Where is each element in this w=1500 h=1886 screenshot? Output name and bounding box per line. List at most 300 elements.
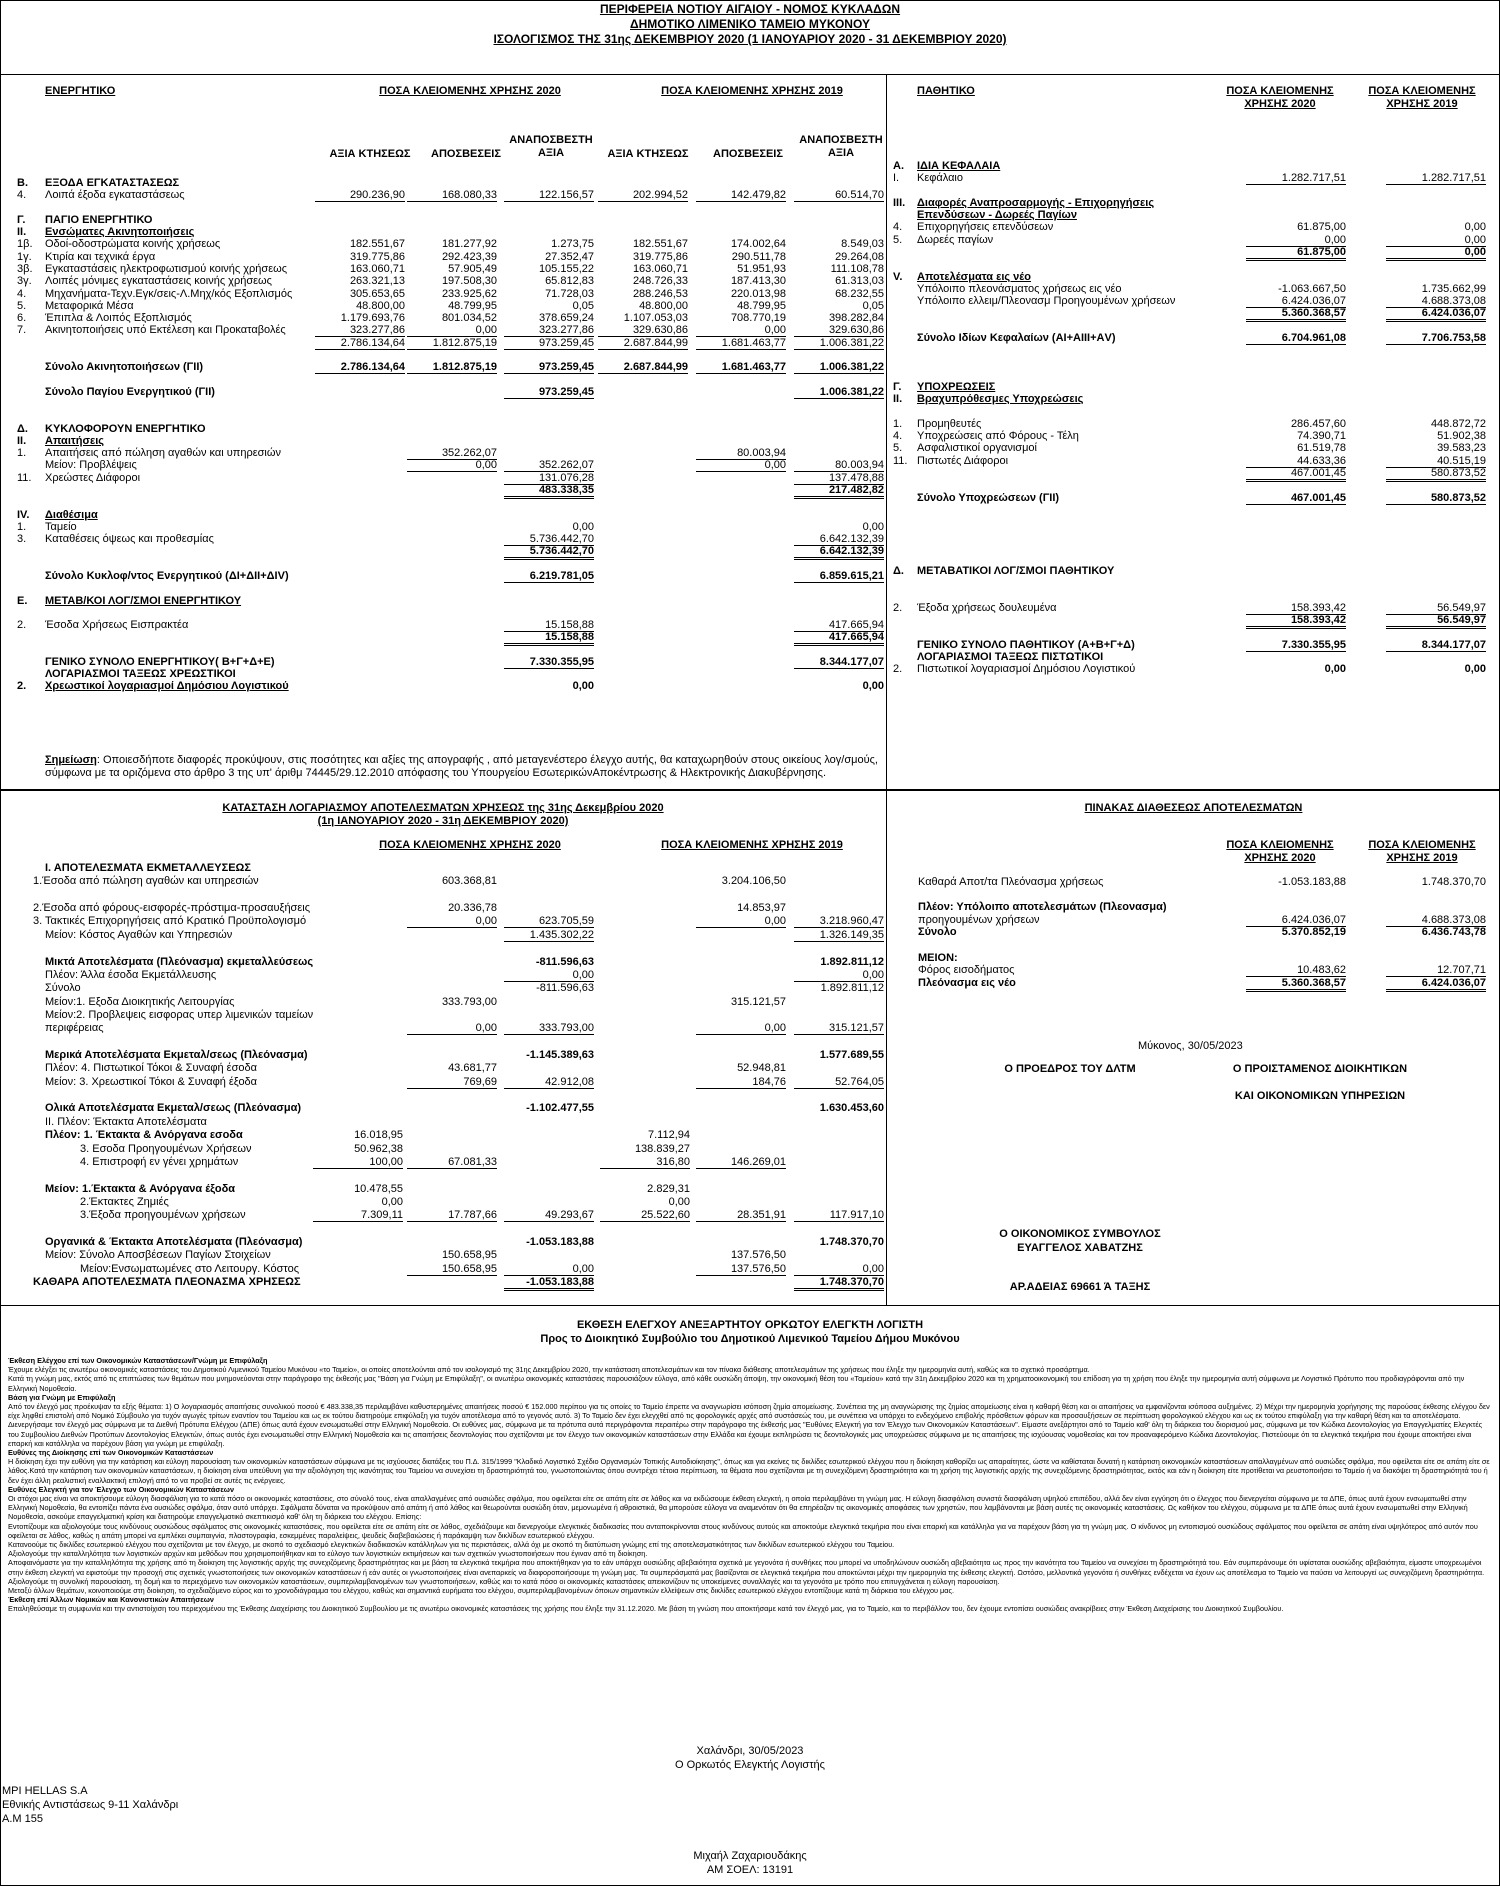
asset-value: 801.034,52 [441, 312, 497, 324]
asset-value: 973.259,45 [504, 386, 594, 399]
asset-row-number: 6. [17, 312, 27, 324]
distribution-value: 6.424.036,07 [1386, 977, 1486, 992]
results-value: 333.793,00 [504, 1022, 594, 1035]
asset-value: 305.653,65 [349, 288, 405, 300]
distribution-row-label: Πλέον: Υπόλοιπο αποτελεσμάτων (Πλεονασμα) [918, 901, 1167, 913]
asset-row-label: Κτιρία και τεχνικά έργα [45, 251, 156, 263]
asset-row-number: IV. [17, 509, 30, 521]
asset-value: 329.630,86 [794, 324, 884, 337]
audit-section-heading: Βάση για Γνώμη με Επιφύλαξη [8, 1392, 116, 1402]
audit-firm-name: MPI HELLAS S.A [2, 1785, 88, 1797]
results-row-label: ΚΑΘΑΡΑ ΑΠΟΤΕΛΕΣΜΑΤΑ ΠΛΕΟΝΑΣΜΑ ΧΡΗΣΕΩΣ [33, 1276, 301, 1288]
results-year-2020: ΠΟΣΑ ΚΛΕΙΟΜΕΝΗΣ ΧΡΗΣΗΣ 2020 [379, 839, 561, 851]
asset-value: 378.659,24 [538, 312, 594, 324]
asset-row-label: Μηχανήματα-Τεχν.Εγκ/σεις-Λ.Μηχ/κός Εξοπλισμός [45, 288, 293, 300]
results-value: 10.478,55 [354, 1183, 403, 1195]
distribution-year-2020: ΠΟΣΑ ΚΛΕΙΟΜΕΝΗΣ ΧΡΗΣΗΣ 2020 [1226, 839, 1334, 864]
liability-row-label: Υπόλοιπο ελλειμ/Πλεονασμ Προηγουμένων χρήσεων [917, 295, 1176, 307]
asset-value: 329.630,86 [598, 324, 688, 337]
results-value: -1.053.183,88 [504, 1276, 594, 1291]
liability-value: 6.424.036,07 [1386, 307, 1486, 322]
results-row-label: Μερικά Αποτελέσματα Εκμεταλ/σεως (Πλεόνασμα) [45, 1049, 308, 1061]
audit-section-heading: Ευθύνες της Διοίκησης επί των Οικονομικών Καταστάσεων [8, 1448, 214, 1458]
results-value: 333.793,00 [441, 996, 497, 1008]
note-label: Σημείωση [45, 754, 97, 766]
auditor-registration: ΑΜ ΣΟΕΛ: 13191 [706, 1864, 794, 1876]
results-value: 3.204.106,50 [721, 875, 786, 887]
asset-value: 0,00 [696, 459, 786, 472]
asset-value: 290.511,78 [731, 251, 786, 263]
assets-title: ΕΝΕΡΓΗΤΙΚΟ [45, 85, 116, 97]
results-row-label: Οργανικά & Έκτακτα Αποτελέσματα (Πλεόνασμα) [45, 1236, 303, 1248]
asset-value: 0,00 [696, 324, 786, 337]
results-row-label: Πλέον: 1. Έκτακτα & Ανόργανα εσοδα [45, 1129, 243, 1141]
liabilities-title: ΠΑΘΗΤΙΚΟ [917, 85, 975, 97]
liability-value: 61.875,00 [1246, 246, 1346, 261]
distribution-row-label: ΜΕΙΟΝ: [918, 952, 958, 964]
asset-row-number: 7. [17, 324, 27, 336]
liability-value: -1.063.667,50 [1278, 283, 1346, 295]
liability-row-number: 4. [893, 430, 903, 442]
asset-value: 163.060,71 [349, 263, 405, 275]
asset-row-label: Λοιπές μόνιμες εγκαταστάσεις κοινής χρήσεως [45, 275, 272, 287]
asset-value: 8.549,03 [841, 238, 884, 250]
asset-value: 181.277,92 [441, 238, 497, 250]
asset-value: 174.002,64 [730, 238, 786, 250]
results-row-label: Σύνολο [45, 982, 81, 994]
liability-value: 61.519,78 [1297, 442, 1346, 454]
asset-value: 137.478,88 [794, 472, 884, 485]
asset-row-label: Μεταφορικά Μέσα [45, 300, 134, 312]
asset-value: 0,00 [862, 521, 884, 533]
liability-value: 8.344.177,07 [1386, 639, 1486, 652]
results-value: 117.917,10 [794, 1209, 884, 1222]
liability-row-label: Δωρεές παγίων [917, 234, 994, 246]
asset-value: 352.262,07 [407, 447, 497, 460]
results-value: 0,00 [696, 915, 786, 928]
asset-value: 5.736.442,70 [504, 533, 594, 546]
asset-value: 973.259,45 [504, 337, 594, 350]
asset-value: 708.770,19 [730, 312, 786, 324]
asset-value: 1.812.875,19 [407, 337, 497, 350]
audit-paragraph: Οι στόχοι μας είναι να αποκτήσουμε εύλογη διασφάλιση για το κατά πόσο οι οικονομικές καταστάσεις, στο σύνολό τους, είναι απαλλαγμένες από ουσιώδες σφάλμα, που οφείλεται είτε σε απάτη είτε σε λάθος και να εκδώσουμε έκθεση ελεγκτή, η οποία περιλαμβάνει τη γνώμη μας. Η εύλογη διασφάλιση συνιστά διασφάλιση υψηλού επιπέδου, αλλά δεν είναι εγγύηση ότι ο έλεγχος που διενεργείται σύμφωνα με τα ΔΠΕ, όπως αυτά έχουν ενσωματωθεί στην Ελληνική Νομοθεσία, θα εντοπίζει πάντα ένα ουσιώδες σφάλμα, όταν αυτό υπάρχει. Σφάλματα δύναται να προκύψουν από απάτη ή από λάθος και θεωρούνται ουσιώδη όταν, μεμονωμένα ή αθροιστικά, θα μπορούσε εύλογα να αναμενόταν ότι θα επηρέαζαν τις οικονομικές αποφάσεις των χρηστών, που λαμβάνονται με βάση αυτές τις οικονομικές καταστάσεις. Ως καθήκον του ελέγχου, σύμφωνα με τα ΔΠΕ όπως αυτά έχουν ενσωματωθεί στην Ελληνική Νομοθεσία, ασκούμε επαγγελματική κρίση και διατηρούμε επαγγελματικό σκεπτικισμό καθ' όλη τη διάρκεια του ελέγχου. Επίσης: [8, 1494, 1468, 1522]
liability-row-label: Ασφαλιστικοί οργανισμοί [917, 442, 1037, 454]
distribution-row-label: Σύνολο [918, 926, 957, 938]
liability-value: 0,00 [1246, 234, 1346, 247]
results-value: 1.748.370,70 [794, 1276, 884, 1291]
liability-row-label: Έξοδα χρήσεως δουλευμένα [917, 602, 1057, 614]
results-value: -811.596,63 [535, 956, 594, 968]
audit-paragraph: Η διοίκηση έχει την ευθύνη για την κατάρτιση και εύλογη παρουσίαση των οικονομικών καταστάσεων σύμφωνα με τις ισχύουσες διατάξεις του Π.Δ. 315/1999 "Κλαδικό Λογιστικό Σχέδιο Οργανισμών Τοπικής Αυτοδιοίκησης", όπως και για εκείνες τις δικλίδες εσωτερικού ελέγχου που η διοίκηση καθορίζει ως απαραίτητες, ώστε να καθίσταται δυνατή η κατάρτιση οικονομικών καταστάσεων απαλλαγμένων από ουσιώδες σφάλμα, που οφείλεται είτε σε απάτη είτε σε λάθος.Κατά την κατάρτιση των οικονομικών καταστάσεων, η διοίκηση είναι υπεύθυνη για την αξιολόγηση της ικανότητας του Ταμείου να συνεχίσει τη δραστηριότητά του, γνωστοποιώντας όπου συντρέχει τέτοια περίπτωση, τα θέματα που σχετίζονται με τη συνεχιζόμενη δραστηριότητα και τη χρήση της λογιστικής αρχής της συνεχιζόμενης δραστηριότητας, εκτός και εάν η διοίκηση είτε προτίθεται να ρευστοποιήσει το Ταμείο ή να διακόψει τη δραστηριότητά του ή δεν έχει άλλη ρεαλιστική εναλλακτική επιλογή από το να προβεί σε αυτές τις ενέργειες. [8, 1457, 1490, 1485]
asset-row-number: 3β. [17, 263, 33, 275]
asset-value: 6.642.132,39 [794, 545, 884, 560]
asset-value: 2.687.844,99 [598, 337, 688, 350]
liability-row-number: ΙΙΙ. [893, 197, 906, 209]
asset-value: 352.262,07 [504, 459, 594, 472]
results-value: 315.121,57 [730, 996, 786, 1008]
liability-row-number: Δ. [893, 565, 904, 577]
asset-row-label: Έσοδα Χρήσεως Εισπρακτέα [45, 619, 189, 631]
asset-row-number: Γ. [17, 214, 26, 226]
audit-firm-address: Εθνικής Αντιστάσεως 9-11 Χαλάνδρι [2, 1799, 179, 1811]
results-value: 0,00 [668, 1196, 690, 1208]
asset-value: 319.775,86 [632, 251, 688, 263]
audit-section-heading: Έκθεση επί Άλλων Νομικών και Κανονιστικών Απαιτήσεων [8, 1595, 214, 1605]
liability-value: 39.583,23 [1437, 442, 1486, 454]
asset-value: 1.681.463,77 [696, 361, 786, 374]
liabilities-year-2020: ΠΟΣΑ ΚΛΕΙΟΜΕΝΗΣ ΧΡΗΣΗΣ 2020 [1226, 85, 1334, 110]
liability-row-label: Επιχορηγήσεις επενδύσεων [917, 221, 1054, 233]
distribution-title: ΠΙΝΑΚΑΣ ΔΙΑΘΕΣΕΩΣ ΑΠΟΤΕΛΕΣΜΑΤΩΝ [1084, 802, 1303, 814]
distribution-row-label: Καθαρά Αποτ/τα Πλεόνασμα χρήσεως [918, 876, 1104, 888]
results-row-label: Μείον: 3. Χρεωστικοί Τόκοι & Συναφή έξοδα [45, 1076, 258, 1088]
results-value: 1.892.811,12 [820, 956, 884, 968]
audit-paragraph: Αποφαινόμαστε για την καταλληλότητα της χρήσης από τη διοίκηση της λογιστικής αρχής της συνεχιζόμενης δραστηριότητας και με βάση τα ελεγκτικά τεκμήρια που αποκτήθηκαν για το εάν υπάρχει ουσιώδης αβεβαιότητα σχετικά με γεγονότα ή συνθήκες που μπορεί να υποδηλώνουν ουσιώδη αβεβαιότητα ως προς την ικανότητα του Ταμείου να συνεχίσει τη δραστηριότητά του. Εάν συμπεράνουμε ότι υφίσταται ουσιώδης αβεβαιότητα, είμαστε υποχρεωμένοι στην έκθεση ελεγκτή να εφιστούμε την προσοχή στις σχετικές γνωστοποιήσεις των οικονομικών καταστάσεων ή εάν αυτές οι γνωστοποιήσεις είναι ανεπαρκείς να διαφοροποιήσουμε τη γνώμη μας. Τα συμπεράσματά μας βασίζονται σε ελεγκτικά τεκμήρια που αποκτώνται μέχρι την ημερομηνία της έκθεσης ελεγκτή. Ωστόσο, μελλοντικά γεγονότα ή συνθήκες ενδέχεται να έχουν ως αποτέλεσμα το Ταμείο να παύσει να λειτουργεί ως συνεχιζόμενη δραστηριότητα. [8, 1558, 1485, 1577]
asset-value: 163.060,71 [632, 263, 688, 275]
liability-row-label: ΜΕΤΑΒΑΤΙΚΟΙ ΛΟΓ/ΣΜΟΙ ΠΑΘΗΤΙΚΟΥ [917, 565, 1115, 577]
liability-row-number: Ι. [893, 172, 900, 184]
results-row-label: Μείον:Ενσωματωμένες στο Λειτουργ. Κόστος [80, 1263, 300, 1275]
liability-row-label: Προμηθευτές [917, 418, 982, 430]
liability-value: 56.549,97 [1386, 614, 1486, 629]
audit-firm-registration: Α.Μ 155 [2, 1813, 43, 1825]
results-value: 315.121,57 [794, 1022, 884, 1035]
results-row-label: Μείον: Κόστος Αγαθών και Υπηρεσιών [45, 929, 233, 941]
liability-value: 286.457,60 [1290, 418, 1346, 430]
distribution-value: 4.688.373,08 [1386, 914, 1486, 927]
liability-row-label: Σύνολο Ιδίων Κεφαλαίων (ΑΙ+ΑΙΙΙ+ΑV) [917, 332, 1116, 344]
asset-value: 71.728,03 [545, 288, 594, 300]
results-value: 0,00 [504, 969, 594, 982]
results-value: 150.658,95 [441, 1249, 497, 1261]
asset-value: 1.006.381,22 [794, 361, 884, 374]
asset-value: 2.786.134,64 [315, 361, 405, 374]
results-value: -1.145.389,63 [526, 1049, 594, 1061]
asset-row-label: Λοιπά έξοδα εγκαταστάσεως [45, 189, 185, 201]
results-value: 7.112,94 [647, 1129, 690, 1141]
asset-row-number: 4. [17, 189, 27, 201]
audit-section-heading: Ευθύνες Ελεγκτή για τον Έλεγχο των Οικονομικών Καταστάσεων [8, 1484, 235, 1494]
asset-value: 51.951,93 [737, 263, 786, 275]
asset-value: 65.812,83 [545, 275, 594, 287]
results-value: 67.081,33 [407, 1156, 497, 1169]
distribution-value: -1.053.183,88 [1278, 876, 1346, 888]
asset-row-label: Χρεώστες Διάφοροι [45, 472, 141, 484]
asset-row-number: Β. [17, 177, 28, 189]
distribution-value: 5.370.852,19 [1281, 926, 1346, 938]
asset-row-number: 3. [17, 533, 27, 545]
results-value: 623.705,59 [504, 915, 594, 928]
results-value: 0,00 [381, 1196, 403, 1208]
asset-value: 80.003,94 [696, 447, 786, 460]
asset-row-number: 5. [17, 300, 27, 312]
liability-value: 580.873,52 [1386, 492, 1486, 505]
liability-value: 7.706.753,58 [1386, 332, 1486, 345]
liability-value: 0,00 [1464, 663, 1486, 675]
liability-row-label: ΓΕΝΙΚΟ ΣΥΝΟΛΟ ΠΑΘΗΤΙΚΟΥ (Α+Β+Γ+Δ) [917, 639, 1135, 651]
asset-value: 29.264,08 [835, 251, 884, 263]
asset-row-label: Μείον: Προβλέψεις [45, 459, 137, 471]
results-value: 2.829,31 [647, 1183, 690, 1195]
results-value: 49.293,67 [504, 1209, 594, 1222]
liability-value: 448.872,72 [1430, 418, 1486, 430]
asset-row-number: ΙΙ. [17, 226, 27, 238]
asset-value: 60.514,70 [794, 189, 884, 202]
results-value: 52.764,05 [794, 1076, 884, 1089]
results-value: 28.351,91 [696, 1209, 786, 1222]
liability-row-label: Αποτελέσματα εις νέο [917, 271, 1031, 283]
asset-value: 197.508,30 [441, 275, 497, 287]
liability-value: 4.688.373,08 [1386, 295, 1486, 308]
audit-paragraph: Επαληθεύσαμε τη συμφωνία και την αντιστοίχιση του περιεχομένου της Έκθεσης Διαχείρισης του Διοικητικού Συμβουλίου με τις ανωτέρω οικονομικές καταστάσεις της χρήσης που έληξε την 31.12.2020. Με βάση τη γνώση που αποκτήσαμε κατά τον έλεγχό μας, για το Ταμείο, και το περιβάλλον του, δεν έχουμε εντοπίσει ουσιώδεις ανακρίβειες στην Έκθεση Διαχείρισης του Διοικητικού Συμβουλίου. [8, 1604, 1284, 1614]
distribution-value: 6.436.743,78 [1421, 926, 1486, 938]
region-title: ΠΕΡΙΦΕΡΕΙΑ ΝΟΤΙΟΥ ΑΙΓΑΙΟΥ - ΝΟΜΟΣ ΚΥΚΛΑΔΩΝ [599, 2, 901, 16]
results-value: 42.912,08 [504, 1076, 594, 1089]
audit-place-date: Χαλάνδρι, 30/05/2023 [696, 1745, 804, 1757]
liability-value: 51.902,38 [1437, 430, 1486, 442]
asset-value: 1.006.381,22 [794, 337, 884, 350]
results-value: 1.577.689,55 [819, 1049, 884, 1061]
asset-value: 292.423,39 [441, 251, 497, 263]
results-value: 50.962,38 [354, 1143, 403, 1155]
liability-value: 1.735.662,99 [1421, 283, 1486, 295]
distribution-value: 6.424.036,07 [1246, 914, 1346, 927]
asset-value: 1.812.875,19 [407, 361, 497, 374]
asset-value: 220.013,98 [730, 288, 786, 300]
asset-value: 57.905,49 [448, 263, 497, 275]
note-text: : Οποιεσδήποτε διαφορές προκύψουν, στις ποσότητες και αξίες της απογραφής , από μεταγενέστερο έλεγχο αυτής, θα καταχωρηθούν στους οικείους λογ/σμούς, σύμφωνα με τα οριζόμενα στο άρθρο 3 της υπ' άριθμ 74445/29.12.2010 απόφασης του Υπουργείου ΕσωτερικώνΑποκέντρωσης & Ηλεκτρονικής Διακυβέρνησης. [45, 754, 878, 779]
admin-head-signature-2: ΚΑΙ ΟΙΚΟΝΟΜΙΚΩΝ ΥΠΗΡΕΣΙΩΝ [1234, 1090, 1406, 1102]
results-row-label: ΙΙ. Πλέον: Έκτακτα Αποτελέσματα [45, 1116, 207, 1128]
asset-row-number: 1. [17, 521, 27, 533]
asset-value: 15.158,88 [504, 619, 594, 632]
asset-row-label: ΓΕΝΙΚΟ ΣΥΝΟΛΟ ΕΝΕΡΓΗΤΙΚΟΥ( Β+Γ+Δ+Ε) [45, 656, 275, 668]
liability-row-label: Υπόλοιπο πλεονάσματος χρήσεως εις νέο [917, 283, 1122, 295]
asset-row-label: Ταμείο [45, 521, 77, 533]
asset-value: 48.800,00 [356, 300, 405, 312]
results-value: 1.630.453,60 [819, 1102, 884, 1114]
results-value: 3.218.960,47 [794, 915, 884, 928]
results-value: 20.336,78 [448, 902, 497, 914]
col-cost-2020: ΑΞΙΑ ΚΤΗΣΕΩΣ [329, 148, 411, 160]
results-row-label: Μείον:1. Εξοδα Διοικητικής Λειτουργίας [45, 996, 235, 1008]
col-cost-2019: ΑΞΙΑ ΚΤΗΣΕΩΣ [607, 148, 689, 160]
asset-value: 1.681.463,77 [696, 337, 786, 350]
results-value: -1.053.183,88 [526, 1236, 594, 1248]
results-value: 137.576,50 [730, 1249, 786, 1261]
asset-value: 0,00 [572, 680, 594, 692]
results-value: 0,00 [696, 1022, 786, 1035]
results-row-label: Μικτά Αποτελέσματα (Πλεόνασμα) εκμεταλλεύσεως [45, 956, 314, 968]
results-row-label: περιφέρειας [45, 1022, 104, 1034]
results-value: 316,80 [600, 1156, 690, 1169]
results-value: 0,00 [504, 1263, 594, 1276]
results-value: 1.892.811,12 [820, 982, 884, 994]
results-row-label: 4. Επιστροφή εν γένει χρημάτων [80, 1156, 239, 1168]
asset-value: 290.236,90 [315, 189, 405, 202]
results-value: 100,00 [313, 1156, 403, 1169]
asset-row-number: 1γ. [17, 251, 32, 263]
asset-row-number: 11. [17, 472, 32, 484]
liability-row-label: Σύνολο Υποχρεώσεων (ΓΙΙ) [917, 492, 1060, 504]
distribution-row-label: Φόρος εισοδήματος [918, 964, 1015, 976]
liability-row-number: V. [893, 271, 903, 283]
audit-paragraph: Κατανοούμε τις δικλίδες εσωτερικού ελέγχου που σχετίζονται με τον έλεγχο, με σκοπό το σχεδιασμό ελεγκτικών διαδικασιών κατάλληλων για τις περιστάσεις, αλλά όχι με σκοπό τη διατύπωση γνώμης επί της αποτελεσματικότητας των δικλίδων εσωτερικού ελέγχου του Ταμείου. [8, 1540, 895, 1550]
liability-row-number: 5. [893, 234, 903, 246]
results-value: 769,69 [407, 1076, 497, 1089]
asset-row-label: Οδοί-οδοστρώματα κοινής χρήσεως [45, 238, 221, 250]
results-value: 52.948,81 [737, 1062, 786, 1074]
col-net-2019: ΑΝΑΠΟΣΒΕΣΤΗ ΑΞΙΑ [799, 134, 883, 159]
asset-value: 8.344.177,07 [794, 656, 884, 669]
asset-value: 263.321,13 [349, 275, 405, 287]
liability-row-label: Πιστωτές Διάφοροι [917, 455, 1009, 467]
results-value: 1.326.149,35 [794, 929, 884, 942]
asset-row-label: Ενσώματες Ακινητοποιήσεις [45, 226, 195, 238]
results-row-label: Ολικά Αποτελέσματα Εκμεταλ/σεως (Πλεόνασμα) [45, 1102, 302, 1114]
results-value: 146.269,01 [696, 1156, 786, 1169]
liability-row-number: Γ. [893, 381, 902, 393]
balance-sheet-title: ΙΣΟΛΟΓΙΣΜΟΣ ΤΗΣ 31ης ΔΕΚΕΜΒΡΙΟΥ 2020 (1 ΙΑΝΟΥΑΡΙΟΥ 2020 - 31 ΔΕΚΕΜΒΡΙΟΥ 2020) [493, 32, 1007, 46]
asset-row-number: 4. [17, 288, 27, 300]
asset-value: 398.282,84 [828, 312, 884, 324]
results-row-label: Πλέον: Άλλα έσοδα Εκμετάλλευσης [45, 969, 217, 981]
asset-value: 27.352,47 [545, 251, 594, 263]
results-year-2019: ΠΟΣΑ ΚΛΕΙΟΜΕΝΗΣ ΧΡΗΣΗΣ 2019 [661, 839, 843, 851]
liability-row-label: Επενδύσεων - Δωρεές Παγίων [917, 209, 1077, 221]
distribution-row-label: Πλεόνασμα εις νέο [918, 977, 1016, 989]
asset-row-label: Χρεωστικοί λογαριασμοί Δημόσιου Λογιστικού [45, 680, 289, 692]
audit-paragraph: Εντοπίζουμε και αξιολογούμε τους κινδύνους ουσιώδους σφάλματος στις οικονομικές καταστάσεις, που οφείλεται είτε σε απάτη είτε σε λάθος, σχεδιάζουμε και διενεργούμε ελεγκτικές διαδικασίες που ανταποκρίνονται στους κινδύνους αυτούς και αποκτούμε ελεγκτικά τεκμήρια που είναι επαρκή και κατάλληλα για να παρέχουν βάση για τη γνώμη μας. Ο κίνδυνος μη εντοπισμού ουσιώδους σφάλματος που οφείλεται σε απάτη είναι υψηλότερος από αυτόν που οφείλεται σε λάθος, καθώς η απάτη μπορεί να εμπλέκει συμπαιγνία, πλαστογραφία, εσκεμμένες παραλείψεις, ψευδείς διαβεβαιώσεις ή παράκαμψη των δικλίδων εσωτερικού ελέγχου. [8, 1521, 1478, 1540]
results-row-label: 1.Έσοδα από πώληση αγαθών και υπηρεσιών [33, 875, 259, 887]
asset-value: 973.259,45 [504, 361, 594, 374]
auditor-title: Ο Ορκωτός Ελεγκτής Λογιστής [675, 1759, 825, 1771]
asset-value: 417.665,94 [794, 631, 884, 646]
asset-value: 0,00 [862, 680, 884, 692]
col-dep-2020: ΑΠΟΣΒΕΣΕΙΣ [431, 148, 501, 160]
asset-value: 417.665,94 [794, 619, 884, 632]
asset-row-label: Απαιτήσεις [45, 435, 105, 447]
results-row-label: 2.Έκτακτες Ζημιές [80, 1196, 169, 1208]
liability-row-label: Βραχυπρόθεσμες Υποχρεώσεις [917, 393, 1084, 405]
results-value: 1.435.302,22 [504, 929, 594, 942]
asset-row-number: 2. [17, 619, 27, 631]
col-dep-2019: ΑΠΟΣΒΕΣΕΙΣ [713, 148, 783, 160]
asset-value: 5.736.442,70 [504, 545, 594, 560]
asset-value: 233.925,62 [441, 288, 497, 300]
advisor-license: ΑΡ.ΑΔΕΙΑΣ 69661 Ά ΤΑΞΗΣ [1009, 1281, 1151, 1293]
asset-row-number: Ε. [17, 595, 28, 607]
distribution-value: 5.360.368,57 [1246, 977, 1346, 992]
liability-value: 6.704.961,08 [1246, 332, 1346, 345]
liability-value: 1.282.717,51 [1386, 172, 1486, 185]
audit-section-heading: Έκθεση Ελέγχου επί των Οικονομικών Καταστάσεων/Γνώμη με Επιφύλαξη [8, 1356, 268, 1365]
asset-row-label: Καταθέσεις όψεως και προθεσμίας [45, 533, 214, 545]
signing-place-date: Μύκονος, 30/05/2023 [1138, 1040, 1243, 1052]
liability-value: 1.282.717,51 [1246, 172, 1346, 185]
results-period: (1η ΙΑΝΟΥΑΡΙΟΥ 2020 - 31η ΔΕΚΕΜΒΡΙΟΥ 2020) [317, 815, 569, 827]
asset-value: 2.687.844,99 [598, 361, 688, 374]
asset-value: 131.076,28 [504, 472, 594, 485]
audit-title: ΕΚΘΕΣΗ ΕΛΕΓΧΟΥ ΑΝΕΞΑΡΤΗΤΟΥ ΟΡΚΩΤΟΥ ΕΛΕΓΚΤΗ ΛΟΓΙΣΤΗ [576, 1319, 924, 1331]
audit-paragraph: Έχουμε ελέγξει τις ανωτέρω οικονομικές καταστάσεις του Δημοτικού Λιμενικού Ταμείου Μυκόνου «το Ταμείο», οι οποίες αποτελούνται από τον ισολογισμό της 31ης Δεκεμβρίου 2020, την κατάσταση αποτελεσμάτων και τον πίνακα διάθεσης αποτελεσμάτων της χρήσεως που έληξε την ημερομηνία αυτή, καθώς και το σχετικό προσάρτημα. [8, 1365, 1090, 1375]
asset-value: 6.859.615,21 [794, 570, 884, 583]
assets-note [45, 754, 880, 780]
liability-row-number: 1. [893, 418, 903, 430]
col-net-2020: ΑΝΑΠΟΣΒΕΣΤΗ ΑΞΙΑ [509, 134, 593, 159]
liability-value: 40.515,19 [1386, 455, 1486, 468]
asset-row-label: ΜΕΤΑΒ/ΚΟΙ ΛΟΓ/ΣΜΟΙ ΕΝΕΡΓΗΤΙΚΟΥ [45, 595, 242, 607]
results-value: 17.787,66 [407, 1209, 497, 1222]
liability-row-number: 4. [893, 221, 903, 233]
liability-value: 0,00 [1324, 663, 1346, 675]
liabilities-year-2019: ΠΟΣΑ ΚΛΕΙΟΜΕΝΗΣ ΧΡΗΣΗΣ 2019 [1368, 85, 1476, 110]
asset-value: 2.786.134,64 [315, 337, 405, 350]
results-value: 0,00 [407, 915, 497, 928]
results-row-label: Μείον: Σύνολο Αποσβέσεων Παγίων Στοιχείων [45, 1249, 271, 1261]
org-title: ΔΗΜΟΤΙΚΟ ΛΙΜΕΝΙΚΟ ΤΑΜΕΙΟ ΜΥΚΟΝΟΥ [630, 17, 870, 31]
liability-row-label: Διαφορές Αναπροσαρμογής - Επιχορηγήσεις [917, 197, 1155, 209]
results-value: 0,00 [794, 1263, 884, 1276]
liability-row-label: ΛΟΓΑΡΙΑΣΜΟΙ ΤΑΞΕΩΣ ΠΙΣΤΩΤΙΚΟΙ [917, 651, 1104, 663]
distribution-value: 12.707,71 [1386, 964, 1486, 977]
liability-row-number: 5. [893, 442, 903, 454]
liability-value: 467.001,45 [1246, 492, 1346, 505]
audit-report-body [8, 1356, 1494, 1614]
results-value: 184,76 [696, 1076, 786, 1089]
results-value: -1.102.477,55 [526, 1102, 594, 1114]
asset-row-number: 1. [17, 447, 27, 459]
asset-value: 182.551,67 [349, 238, 405, 250]
asset-row-number: ΙΙ. [17, 435, 27, 447]
asset-row-label: Σύνολο Παγίου Ενεργητικού (ΓΙΙ) [45, 386, 215, 398]
asset-value: 323.277,86 [504, 324, 594, 337]
asset-row-label: Διαθέσιμα [45, 509, 98, 521]
results-row-label: Ι. ΑΠΟΤΕΛΕΣΜΑΤΑ ΕΚΜΕΤΑΛΛΕΥΣΕΩΣ [45, 862, 251, 874]
audit-paragraph: Μεταξύ άλλων θεμάτων, κοινοποιούμε στη διοίκηση, το σχεδιαζόμενο εύρος και το χρονοδιάγραμμα του ελέγχου, καθώς και σημαντικά ευρήματα του ελέγχου, συμπεριλαμβανομένων όποιων σημαντικών ελλείψεων στις δικλίδες εσωτερικού ελέγχου εντοπίζουμε κατά τη διάρκεια του ελέγχου μας. [8, 1586, 954, 1596]
asset-row-label: ΕΞΟΔΑ ΕΓΚΑΤΑΣΤΑΣΕΩΣ [45, 177, 180, 189]
asset-value: 122.156,57 [504, 189, 594, 202]
results-value: 14.853,97 [737, 902, 786, 914]
asset-row-number: 1β. [17, 238, 33, 250]
liability-value: 6.424.036,07 [1246, 295, 1346, 308]
advisor-title: Ο ΟΙΚΟΝΟΜΙΚΟΣ ΣΥΜΒΟΥΛΟΣ [999, 1228, 1161, 1240]
results-value: 16.018,95 [354, 1129, 403, 1141]
asset-value: 68.232,55 [835, 288, 884, 300]
asset-value: 0,00 [572, 521, 594, 533]
liability-row-label: ΙΔΙΑ ΚΕΦΑΛΑΙΑ [917, 160, 1001, 172]
results-value: 25.522,60 [600, 1209, 690, 1222]
asset-value: 80.003,94 [794, 459, 884, 472]
results-row-label: Μείον:2. Προβλεψεις εισφορας υπερ λιμενικών ταμείων [45, 1009, 314, 1021]
results-title: ΚΑΤΑΣΤΑΣΗ ΛΟΓΑΡΙΑΣΜΟΥ ΑΠΟΤΕΛΕΣΜΑΤΩΝ ΧΡΗΣΕΩΣ της 31ης Δεκεμβρίου 2020 [222, 802, 664, 814]
asset-value: 323.277,86 [315, 324, 405, 337]
asset-value: 48.799,95 [737, 300, 786, 312]
results-value: 0,00 [407, 1022, 497, 1035]
asset-value: 0,05 [572, 300, 594, 312]
assets-year-2019: ΠΟΣΑ ΚΛΕΙΟΜΕΝΗΣ ΧΡΗΣΗΣ 2019 [661, 85, 843, 97]
asset-value: 0,00 [407, 459, 497, 472]
liability-value: 44.633,36 [1246, 455, 1346, 468]
distribution-value: 1.748.370,70 [1421, 876, 1486, 888]
advisor-name: ΕΥΑΓΓΕΛΟΣ ΧΑΒΑΤΖΗΣ [1017, 1242, 1143, 1254]
liability-row-label: ΥΠΟΧΡΕΩΣΕΙΣ [917, 381, 996, 393]
liability-row-label: Υποχρεώσεις από Φόρους - Τέλη [917, 430, 1079, 442]
liability-value: 467.001,45 [1246, 467, 1346, 482]
asset-value: 0,05 [862, 300, 884, 312]
asset-value: 61.313,03 [835, 275, 884, 287]
liability-row-number: 11. [893, 455, 908, 467]
